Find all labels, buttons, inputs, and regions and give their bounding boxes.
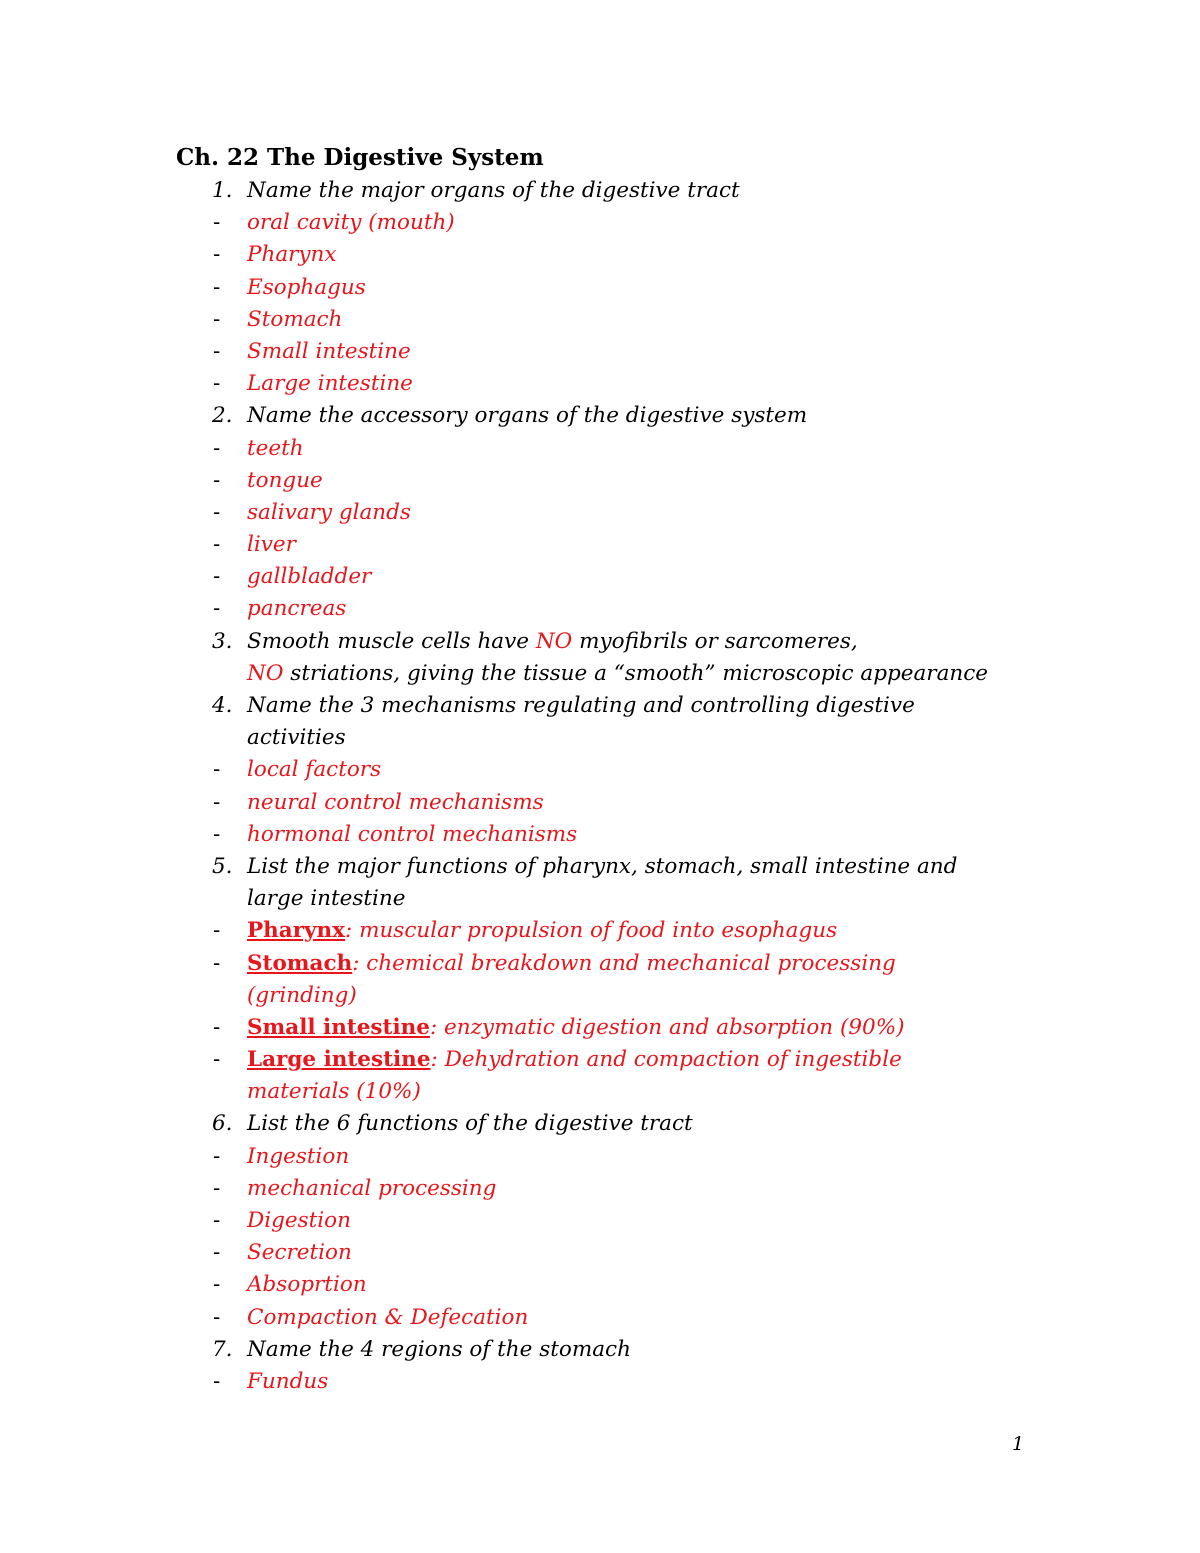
document-title: Ch. 22 The Digestive System [176, 144, 544, 171]
answer-item [0, 819, 1200, 851]
answer-text: teeth [247, 435, 304, 461]
answer-text: Compaction & Defecation [247, 1304, 529, 1330]
answer-text: materials (10%) [247, 1079, 421, 1105]
dash-bullet: - [213, 1368, 221, 1394]
answer-item [0, 207, 1200, 239]
question-text-part: myofibrils or sarcomeres, [572, 628, 858, 654]
dash-bullet: - [213, 789, 221, 815]
dash-bullet: - [213, 821, 221, 847]
answer-item [0, 465, 1200, 497]
question-1 [0, 175, 1200, 207]
answer-item [0, 368, 1200, 400]
answer-text: Esophagus [247, 274, 366, 300]
answer-text: Stomach [247, 306, 343, 332]
answer-item [0, 239, 1200, 271]
answer-text [247, 1012, 905, 1044]
answer-text: pancreas [247, 596, 347, 622]
dash-bullet: - [213, 564, 221, 590]
answer-item [0, 433, 1200, 465]
answer-text: Absoprtion [247, 1272, 367, 1298]
question-text: Name the 4 regions of the stomach [247, 1336, 631, 1362]
organ-heading: Small intestine [247, 1014, 430, 1040]
dash-bullet: - [213, 467, 221, 493]
question-text [247, 626, 858, 658]
answer-item [0, 1366, 1200, 1398]
question-text-part: Smooth muscle cells have [247, 628, 536, 654]
dash-bullet: - [213, 371, 221, 397]
dash-bullet: - [213, 1175, 221, 1201]
answer-text: Ingestion [247, 1143, 350, 1169]
question-3 [0, 626, 1200, 658]
dash-bullet: - [213, 1143, 221, 1169]
question-text: large intestine [247, 886, 406, 912]
question-number: 7. [212, 1336, 233, 1362]
emphasis-no: NO [247, 660, 284, 686]
question-number: 5. [212, 853, 233, 879]
question-number: 6. [212, 1111, 233, 1137]
question-text: List the major functions of pharynx, stomach, small intestine and [247, 853, 958, 879]
answer-item [0, 948, 1200, 980]
answer-item [0, 754, 1200, 786]
dash-bullet: - [213, 242, 221, 268]
question-2 [0, 400, 1200, 432]
question-text: Name the 3 mechanisms regulating and controlling digestive [247, 693, 915, 718]
answer-item [0, 1141, 1200, 1173]
question-6 [0, 1108, 1200, 1140]
question-text: Name the major organs of the digestive tract [247, 178, 740, 203]
answer-text [247, 915, 837, 947]
dash-bullet: - [213, 1304, 221, 1330]
organ-heading: Stomach [247, 950, 353, 976]
question-list [0, 175, 1200, 1398]
answer-text: neural control mechanisms [247, 789, 544, 815]
answer-text [247, 1044, 902, 1076]
dash-bullet: - [213, 306, 221, 332]
question-number: 3. [212, 628, 233, 654]
dash-bullet: - [213, 757, 221, 783]
dash-bullet: - [213, 1047, 221, 1073]
dash-bullet: - [213, 1208, 221, 1233]
answer-item [0, 1205, 1200, 1237]
dash-bullet: - [213, 918, 221, 944]
answer-item [0, 1012, 1200, 1044]
dash-bullet: - [213, 1014, 221, 1040]
dash-bullet: - [213, 532, 221, 558]
dash-bullet: - [213, 596, 221, 622]
function-text: : chemical breakdown and mechanical processing [352, 950, 896, 976]
answer-item [0, 529, 1200, 561]
dash-bullet: - [213, 338, 221, 364]
answer-text: hormonal control mechanisms [247, 821, 578, 847]
answer-continuation [0, 980, 1200, 1012]
answer-text: tongue [247, 467, 323, 493]
question-4 [0, 690, 1200, 722]
emphasis-no: NO [535, 628, 573, 654]
question-text: Name the accessory organs of the digestive system [247, 403, 808, 429]
question-text: List the 6 functions of the digestive tract [247, 1111, 693, 1137]
organ-heading: Pharynx [247, 918, 345, 944]
answer-item [0, 1237, 1200, 1269]
answer-text: liver [247, 532, 296, 558]
answer-text: Fundus [247, 1368, 329, 1394]
answer-text: Secretion [247, 1240, 352, 1266]
answer-text: Large intestine [247, 371, 413, 397]
answer-item [0, 787, 1200, 819]
page-number: 1 [1012, 1433, 1025, 1455]
function-text: : enzymatic digestion and absorption (90%) [429, 1014, 905, 1040]
answer-item [0, 272, 1200, 304]
dash-bullet: - [213, 210, 221, 236]
answer-text: (grinding) [247, 982, 357, 1008]
function-text: : muscular propulsion of food into esophagus [345, 918, 838, 944]
question-5-continuation [0, 883, 1200, 915]
answer-item [0, 497, 1200, 529]
answer-text [247, 948, 896, 980]
answer-text: mechanical processing [247, 1175, 497, 1201]
question-5 [0, 851, 1200, 883]
answer-text: local factors [247, 757, 382, 783]
answer-item [0, 1173, 1200, 1205]
answer-item [0, 1269, 1200, 1301]
answer-text: oral cavity (mouth) [247, 210, 455, 236]
question-4-continuation [0, 722, 1200, 754]
dash-bullet: - [213, 435, 221, 461]
question-3-continuation [0, 658, 1200, 690]
dash-bullet: - [213, 1272, 221, 1298]
answer-text: Small intestine [247, 338, 411, 364]
question-number: 2. [212, 403, 233, 429]
question-number: 1. [212, 178, 233, 203]
organ-heading: Large intestine [247, 1047, 431, 1073]
question-text: activities [247, 725, 346, 751]
answer-item [0, 561, 1200, 593]
dash-bullet: - [213, 1240, 221, 1266]
answer-continuation [0, 1076, 1200, 1108]
answer-item [0, 915, 1200, 947]
dash-bullet: - [213, 950, 221, 976]
answer-item [0, 1302, 1200, 1334]
dash-bullet: - [213, 499, 221, 525]
question-7 [0, 1334, 1200, 1366]
dash-bullet: - [213, 274, 221, 300]
answer-text: Digestion [247, 1208, 351, 1233]
answer-item [0, 593, 1200, 625]
answer-item [0, 1044, 1200, 1076]
answer-text: salivary glands [247, 499, 411, 525]
answer-item [0, 336, 1200, 368]
question-text [247, 658, 988, 690]
answer-text: Pharynx [247, 242, 337, 268]
question-text-part: striations, giving the tissue a “smooth” microscopic appearance [283, 660, 988, 686]
question-number: 4. [212, 693, 233, 718]
answer-text: gallbladder [247, 564, 372, 590]
function-text: : Dehydration and compaction of ingestible [430, 1047, 902, 1073]
answer-item [0, 304, 1200, 336]
